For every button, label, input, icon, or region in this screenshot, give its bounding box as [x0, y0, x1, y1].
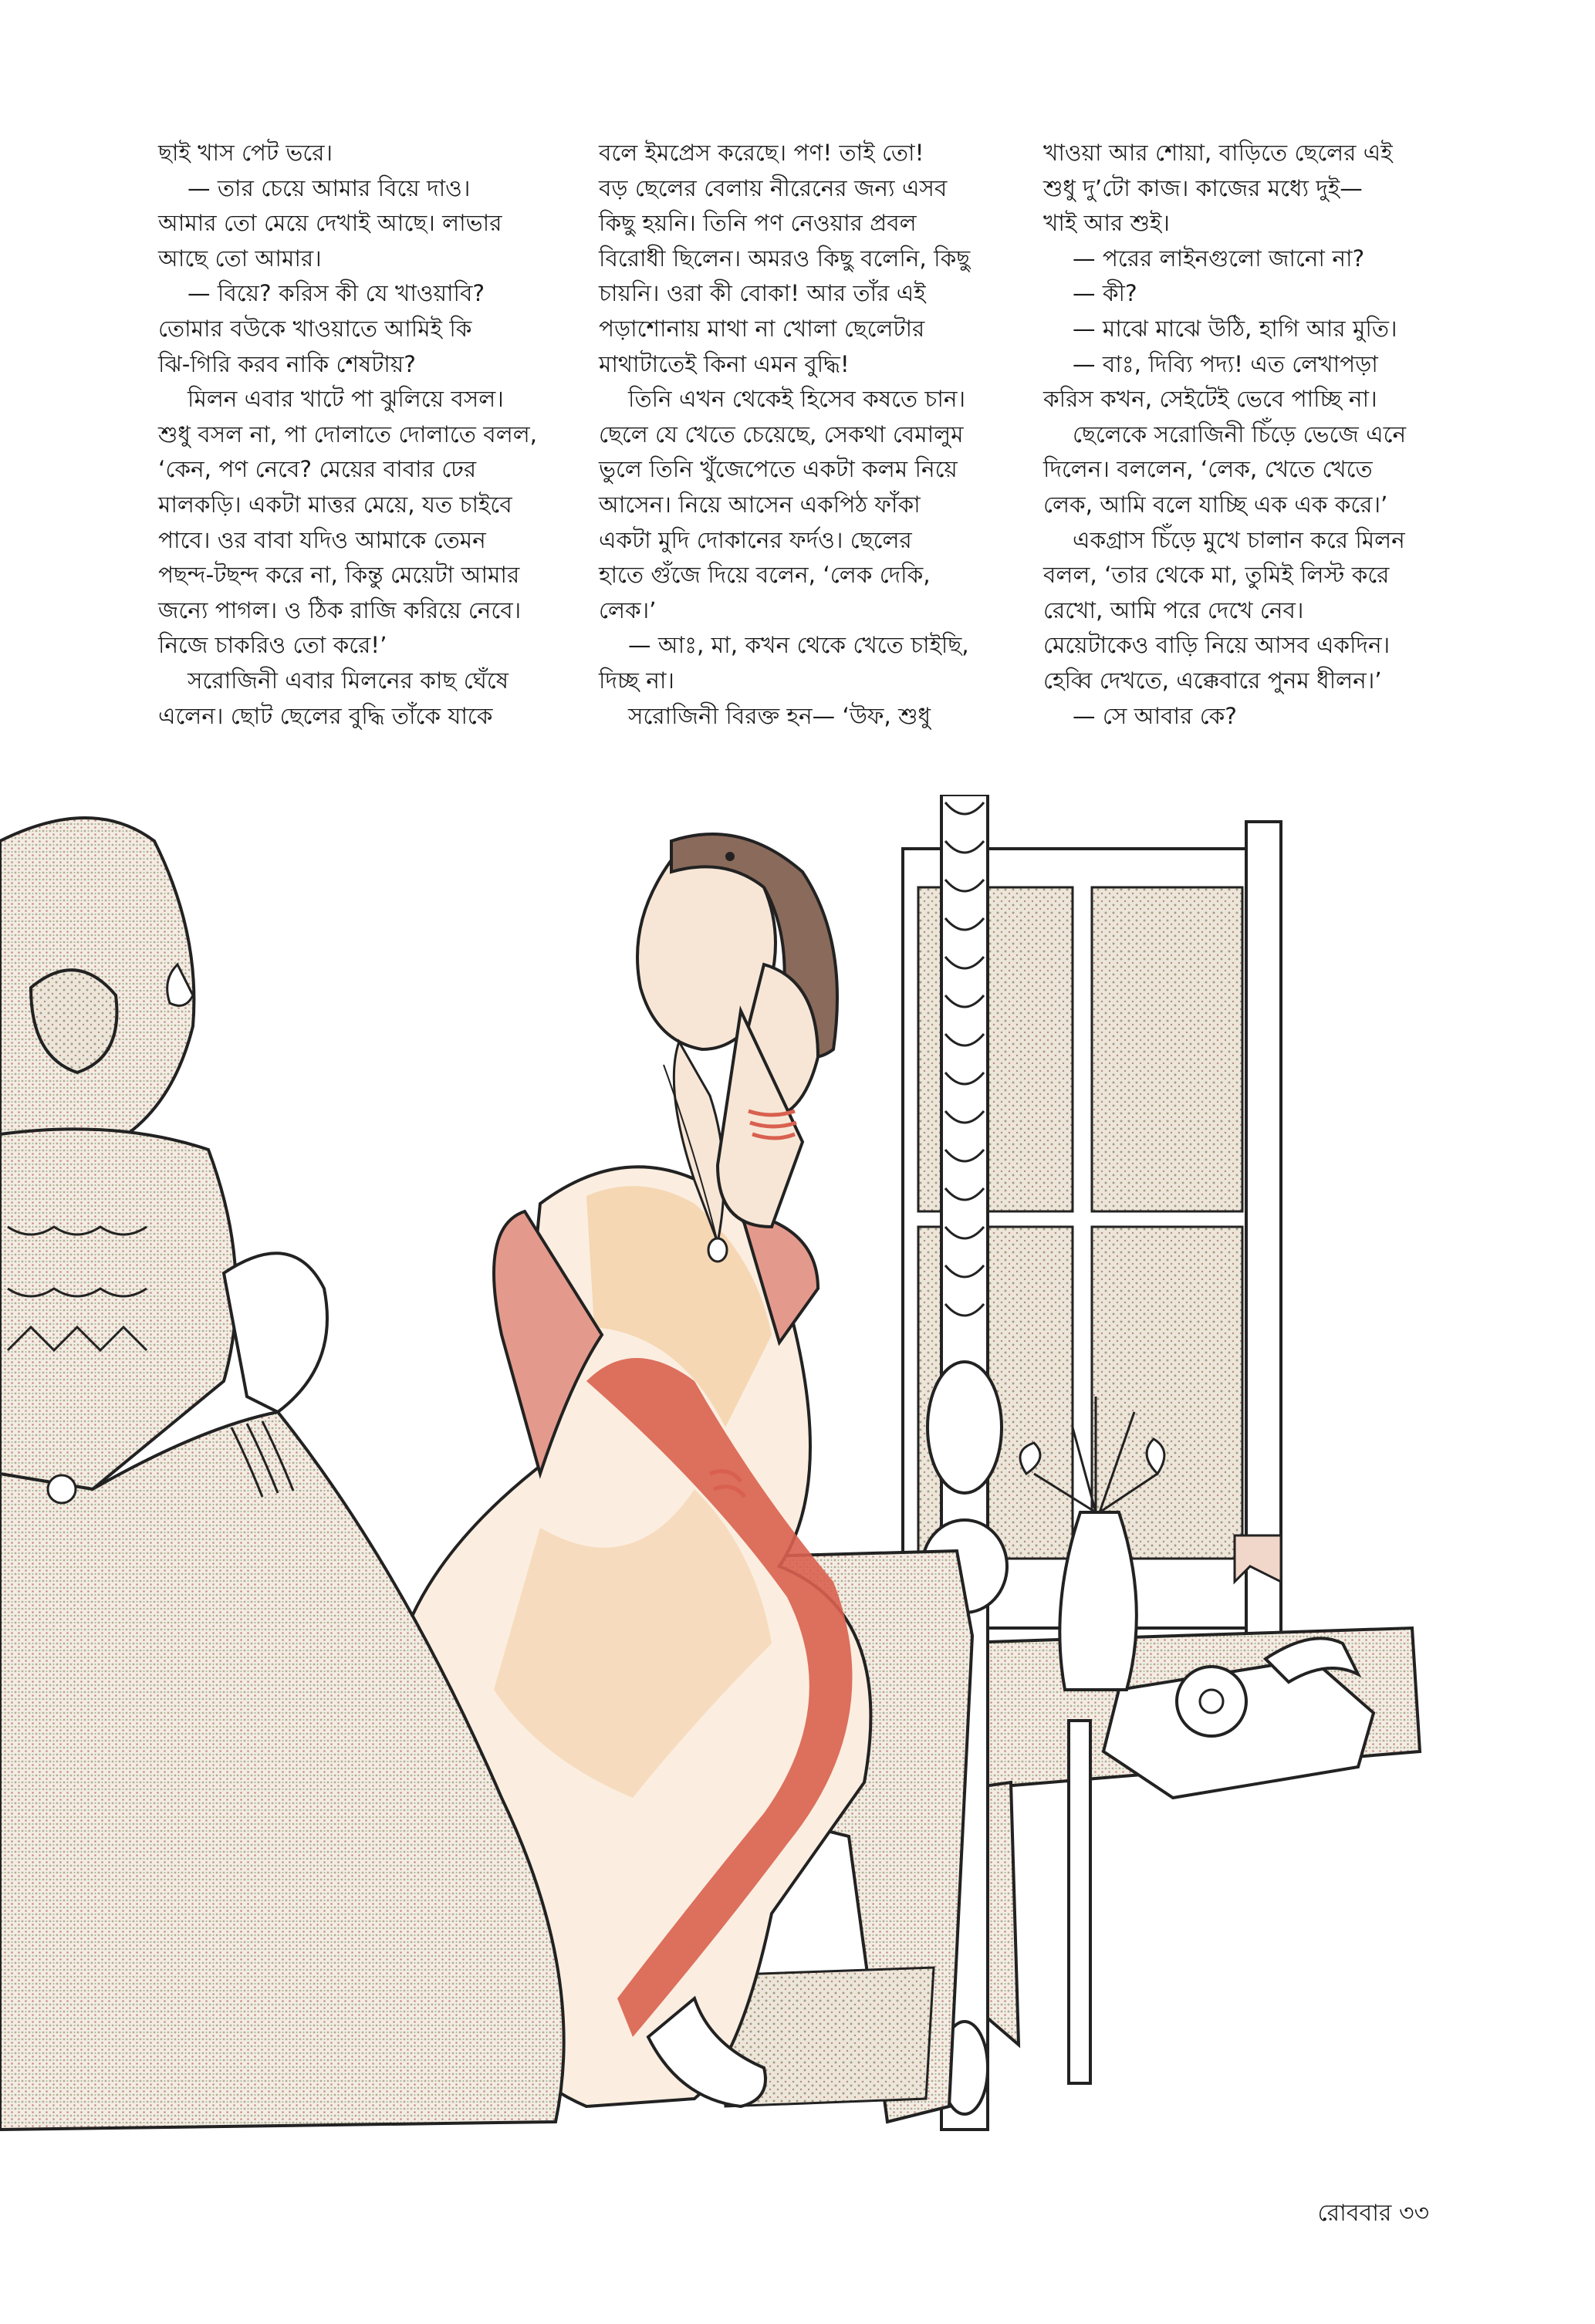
text-line: দিলেন। বললেন, ‘লেক, খেতে খেতে	[1043, 456, 1373, 483]
text-line: এলেন। ছোট ছেলের বুদ্ধি তাঁকে যাকে	[158, 702, 493, 729]
text-line: একটা মুদি দোকানের ফর্দও। ছেলের	[599, 526, 912, 553]
text-line: — কী?	[1073, 280, 1137, 307]
page-footer	[1317, 2194, 1429, 2234]
text-line: শুধু দু’টো কাজ। কাজের মধ্যে দুই—	[1043, 174, 1363, 201]
text-line: বলে ইমপ্রেস করেছে। পণ! তাই তো!	[599, 140, 924, 166]
illustration	[0, 795, 1595, 2137]
text-line: — পরের লাইনগুলো জানো না?	[1073, 245, 1365, 272]
text-line: আমার তো মেয়ে দেখাই আছে। লাভার	[158, 210, 502, 237]
text-line: খাই আর শুই।	[1043, 210, 1170, 237]
text-line: শুধু বসল না, পা দোলাতে দোলাতে বলল,	[158, 421, 538, 448]
text-line: রেখো, আমি পরে দেখে নেব।	[1043, 596, 1304, 623]
text-line: — সে আবার কে?	[1073, 702, 1237, 729]
text-line: হাতে গুঁজে দিয়ে বলেন, ‘লেক দেকি,	[599, 562, 931, 589]
text-line: করিস কখন, সেইটেই ভেবে পাচ্ছি না।	[1043, 386, 1377, 413]
magazine-name: রোববার	[1317, 2200, 1392, 2227]
text-line: বলল, ‘তার থেকে মা, তুমিই লিস্ট করে	[1043, 562, 1390, 589]
text-line: মালকড়ি। একটা মাত্তর মেয়ে, যত চাইবে	[158, 491, 512, 518]
text-line: মাথাটাতেই কিনা এমন বুদ্ধি!	[599, 350, 850, 377]
text-line: জন্যে পাগল। ও ঠিক রাজি করিয়ে নেবে।	[158, 596, 522, 623]
text-line: আছে তো আমার।	[158, 245, 322, 272]
page-number: ৩৩	[1398, 2200, 1429, 2227]
text-line: আসেন। নিয়ে আসেন একপিঠ ফাঁকা	[599, 491, 921, 518]
text-line: বড় ছেলের বেলায় নীরেনের জন্য এসব	[599, 174, 948, 201]
text-line: পছন্দ-টছন্দ করে না, কিন্তু মেয়েটা আমার	[158, 562, 520, 589]
text-line: বিরোধী ছিলেন। অমরও কিছু বলেনি, কিছু	[599, 245, 971, 272]
text-line: তিনি এখন থেকেই হিসেব কষতে চান।	[628, 386, 966, 413]
text-line: — বাঃ, দিব্যি পদ্য! এত লেখাপড়া	[1073, 350, 1378, 377]
text-line: — বিয়ে? করিস কী যে খাওয়াবি?	[188, 280, 485, 307]
text-line: খাওয়া আর শোয়া, বাড়িতে ছেলের এই	[1043, 140, 1393, 166]
foreground-woman	[0, 818, 564, 2130]
text-column-2	[599, 136, 1035, 734]
text-line: — মাঝে মাঝে উঠি, হাগি আর মুতি।	[1073, 315, 1397, 342]
text-column-1	[158, 136, 594, 734]
text-line: হেব্বি দেখতে, এক্কেবারে পুনম ধীলন।’	[1043, 667, 1382, 694]
text-line: ঝি-গিরি করব নাকি শেষটায়?	[158, 350, 416, 377]
text-line: ছাই খাস পেট ভরে।	[158, 140, 333, 166]
text-line: — আঃ, মা, কখন থেকে খেতে চাইছি,	[628, 632, 969, 659]
text-line: চায়নি। ওরা কী বোকা! আর তাঁর এই	[599, 280, 926, 307]
text-line: পড়াশোনায় মাথা না খোলা ছেলেটার	[599, 315, 925, 342]
text-line: নিজে চাকরিও তো করে!’	[158, 632, 387, 659]
text-line: সরোজিনী এবার মিলনের কাছ ঘেঁষে	[188, 667, 509, 694]
text-line: ছেলে যে খেতে চেয়েছে, সেকথা বেমালুম	[599, 421, 964, 448]
text-line: পাবে। ওর বাবা যদিও আমাকে তেমন	[158, 526, 486, 553]
table-with-telephone	[941, 1628, 1420, 2083]
text-line: সরোজিনী বিরক্ত হন— ‘উফ, শুধু	[628, 702, 931, 729]
text-line: একগ্রাস চিঁড়ে মুখে চালান করে মিলন	[1073, 526, 1405, 553]
text-line: মিলন এবার খাটে পা ঝুলিয়ে বসল।	[188, 386, 504, 413]
text-column-3	[1043, 136, 1479, 734]
text-line: ছেলেকে সরোজিনী চিঁড়ে ভেজে এনে	[1073, 421, 1407, 448]
text-line: কিছু হয়নি। তিনি পণ নেওয়ার প্রবল	[599, 210, 917, 237]
text-line: লেক, আমি বলে যাচ্ছি এক এক করে।’	[1043, 491, 1388, 518]
text-line: — তার চেয়ে আমার বিয়ে দাও।	[188, 174, 471, 201]
text-line: ‘কেন, পণ নেবে? মেয়ের বাবার ঢের	[158, 456, 477, 483]
text-line: দিচ্ছ না।	[599, 667, 674, 694]
text-line: তোমার বউকে খাওয়াতে আমিই কি	[158, 315, 472, 342]
text-line: লেক।’	[599, 596, 657, 623]
text-line: মেয়েটাকেও বাড়ি নিয়ে আসব একদিন।	[1043, 632, 1391, 659]
text-line: ভুলে তিনি খুঁজেপেতে একটা কলম নিয়ে	[599, 456, 958, 483]
